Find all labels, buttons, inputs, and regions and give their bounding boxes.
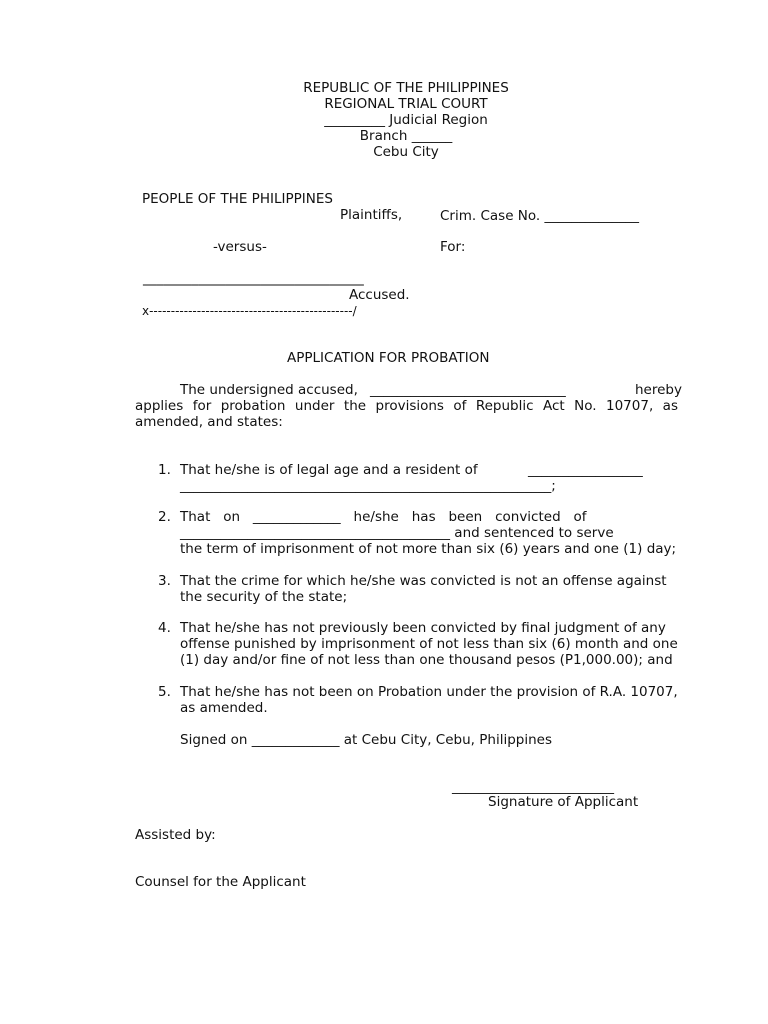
item-3-line2: the security of the state; bbox=[180, 589, 348, 605]
item-5-line2: as amended. bbox=[180, 700, 268, 716]
header-court: REGIONAL TRIAL COURT bbox=[324, 96, 488, 112]
intro-accused-blank: _____________________________ bbox=[370, 382, 566, 398]
item-2-line3: the term of imprisonment of not more than six (6) years and one (1) day; bbox=[180, 541, 677, 557]
header-judicial-region: _________ Judicial Region bbox=[324, 112, 488, 128]
item-2-number: 2. bbox=[158, 509, 171, 525]
counsel-label: Counsel for the Applicant bbox=[135, 874, 306, 890]
document-title: APPLICATION FOR PROBATION bbox=[287, 350, 490, 366]
signature-label: Signature of Applicant bbox=[488, 794, 639, 810]
intro-line3: amended, and states: bbox=[135, 414, 283, 430]
item-2-line1: That on _____________ he/she has been convicted of bbox=[180, 509, 587, 525]
for-label: For: bbox=[440, 239, 466, 255]
plaintiffs-label: Plaintiffs, bbox=[340, 207, 403, 223]
signature-line: ________________________ bbox=[452, 779, 614, 795]
case-number: Crim. Case No. ______________ bbox=[440, 208, 639, 224]
item-4-line2: offense punished by imprisonment of not less than six (6) month and one bbox=[180, 636, 678, 652]
item-4-line3: (1) day and/or fine of not less than one thousand pesos (P1,000.00); and bbox=[180, 652, 673, 668]
item-1-number: 1. bbox=[158, 462, 171, 478]
item-4-number: 4. bbox=[158, 620, 171, 636]
item-3-number: 3. bbox=[158, 573, 171, 589]
item-5-line1: That he/she has not been on Probation under the provision of R.A. 10707, bbox=[180, 684, 678, 700]
versus-label: -versus- bbox=[213, 239, 267, 255]
item-1-line1: That he/she is of legal age and a resident of bbox=[180, 462, 478, 478]
accused-label: Accused. bbox=[349, 287, 410, 303]
item-1-residence-blank: _________________ bbox=[528, 462, 643, 478]
party-name: PEOPLE OF THE PHILIPPINES bbox=[142, 191, 333, 207]
accused-name-line: ________________________________ bbox=[143, 270, 364, 286]
item-3-line1: That the crime for which he/she was convicted is not an offense against bbox=[180, 573, 667, 589]
item-1-line2: _______________________________________________________; bbox=[180, 478, 556, 494]
header-city: Cebu City bbox=[373, 144, 439, 160]
item-2-line2: ________________________________________ and sentenced to serve bbox=[180, 525, 614, 541]
assisted-by-label: Assisted by: bbox=[135, 827, 216, 843]
caption-divider: x-----------------------------------------------/ bbox=[142, 304, 357, 318]
header-branch: Branch ______ bbox=[359, 128, 453, 144]
intro-line1-right: hereby bbox=[635, 382, 682, 398]
header-republic: REPUBLIC OF THE PHILIPPINES bbox=[303, 80, 509, 96]
intro-line1-left: The undersigned accused, bbox=[180, 382, 358, 398]
intro-line2: applies for probation under the provisions of Republic Act No. 10707, as bbox=[135, 398, 678, 414]
item-4-line1: That he/she has not previously been convicted by final judgment of any bbox=[180, 620, 666, 636]
item-5-number: 5. bbox=[158, 684, 171, 700]
signed-on-line: Signed on _____________ at Cebu City, Cebu, Philippines bbox=[180, 732, 552, 748]
